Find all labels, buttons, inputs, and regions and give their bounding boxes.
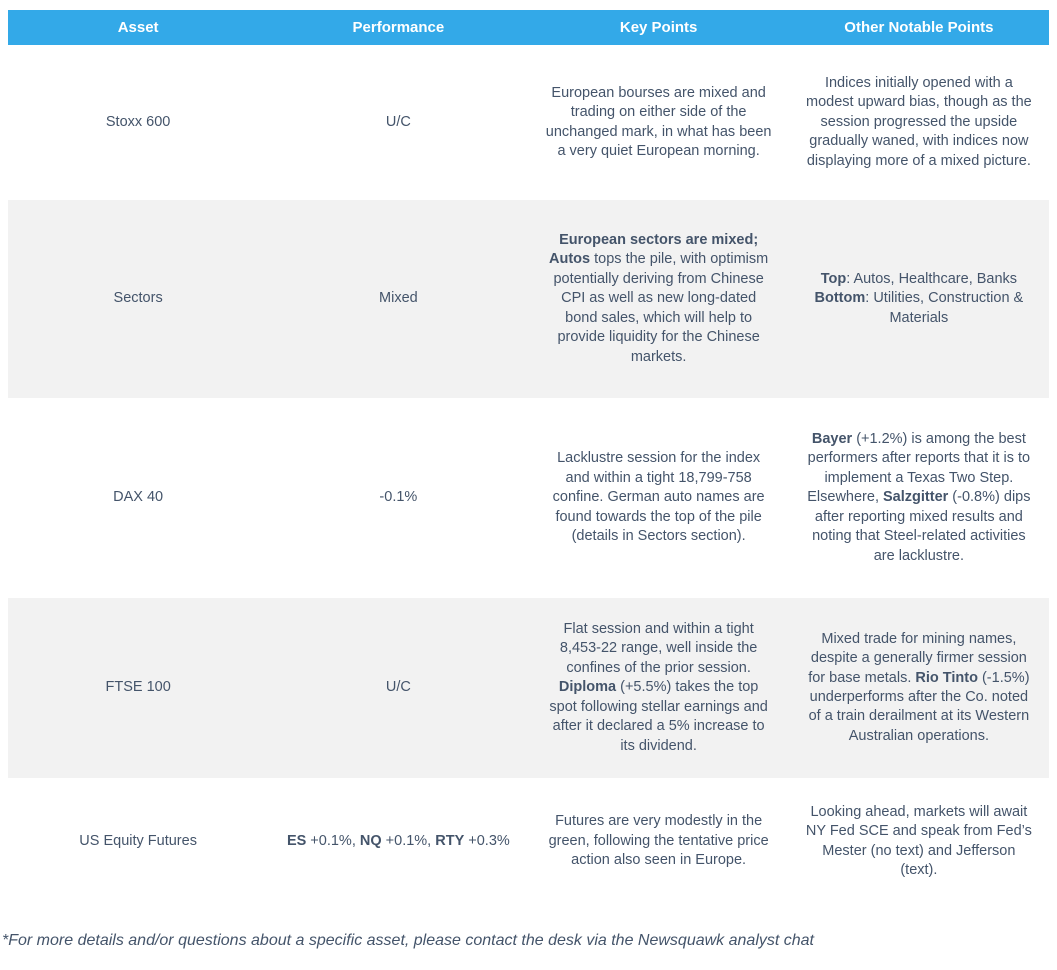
contact-desk-footnote: *For more details and/or questions about a specific asset, please contact the desk via the Newsquawk analyst chat — [2, 932, 814, 949]
cell-key-points: European sectors are mixed; Autos tops the pile, with optimism potentially deriving from Chinese CPI as well as new long-dated bond sales, which will help to provide liquidity for the Chinese markets. — [549, 232, 769, 365]
cell-performance: U/C — [385, 113, 411, 130]
table-row-dax-40 — [8, 398, 1049, 598]
market-summary-table — [8, 10, 1049, 905]
table-row-sectors — [8, 200, 1049, 398]
header-row — [8, 10, 1049, 45]
cell-performance: ES +0.1%, NQ +0.1%, RTY +0.3% — [286, 832, 510, 849]
cell-key-points: European bourses are mixed and trading on either side of the unchanged mark, in what has been a very quiet European morning. — [545, 84, 772, 159]
cell-key-points: Lacklustre session for the index and within a tight 18,799-758 confine. German auto names are found towards the top of the pile (details in Sectors section). — [552, 450, 765, 545]
column-header-performance: Performance — [268, 10, 528, 45]
cell-asset: FTSE 100 — [105, 679, 171, 696]
column-header-key-points: Key Points — [529, 10, 789, 45]
table-row-stoxx-600 — [8, 45, 1049, 200]
table-row-us-equity-futures — [8, 778, 1049, 905]
cell-other-notable-points: Indices initially opened with a modest upward bias, though as the session progressed the upside gradually waned, with indices now displaying more of a mixed picture. — [806, 74, 1032, 169]
cell-asset: Stoxx 600 — [105, 113, 171, 130]
cell-performance: U/C — [385, 679, 411, 696]
cell-asset: Sectors — [113, 290, 163, 307]
cell-other-notable-points: Bayer (+1.2%) is among the best performers after reports that it is to implement a Texas Two Step. Elsewhere, Salzgitter (-0.8%) dips after reporting mixed results and noting that Steel-related activities are lacklustre. — [807, 431, 1031, 564]
cell-asset: US Equity Futures — [79, 832, 197, 849]
table-row-ftse-100 — [8, 598, 1049, 778]
cell-key-points: Flat session and within a tight 8,453-22 range, well inside the confines of the prior session. Diploma (+5.5%) takes the top spot following stellar earnings and after it declared a 5% increase to its dividend. — [549, 621, 768, 754]
cell-key-points: Futures are very modestly in the green, following the tentative price action also seen in Europe. — [548, 813, 769, 869]
table-header — [8, 10, 1049, 45]
table-body — [8, 45, 1049, 905]
cell-other-notable-points: Top: Autos, Healthcare, Banks Bottom: Utilities, Construction & Materials — [814, 270, 1024, 326]
cell-other-notable-points: Looking ahead, markets will await NY Fed SCE and speak from Fed’s Mester (no text) and Jefferson (text). — [805, 803, 1032, 878]
cell-performance: -0.1% — [379, 489, 418, 506]
cell-performance: Mixed — [379, 290, 418, 307]
cell-other-notable-points: Mixed trade for mining names, despite a generally firmer session for base metals. Rio Tinto (-1.5%) underperforms after the Co. noted of a train derailment at its Western Australian operations. — [808, 630, 1030, 744]
column-header-asset: Asset — [8, 10, 268, 45]
column-header-other-notable-points: Other Notable Points — [789, 10, 1049, 45]
cell-asset: DAX 40 — [113, 489, 164, 506]
